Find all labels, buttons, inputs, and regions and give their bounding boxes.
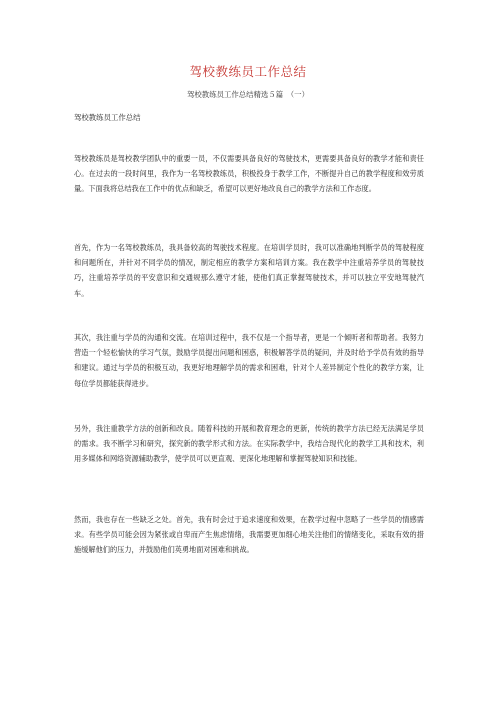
paragraph-communication: 其次，我注重与学员的沟通和交流。在培训过程中，我不仅是一个指导者，更是一个倾听者和帮助者。我努力营造一个轻松愉快的学习气氛，鼓励学员提出问题和困惑，积极解答学员的疑问，并及时给予学员有效的指导和建议。通过与学员的积极互动，我更好地理解学员的需求和困难，针对个人差异制定个性化的教学方案，让每位学员都能获得进步。 [74, 333, 424, 388]
section-heading: 驾校教练员工作总结 [74, 113, 141, 122]
document-title: 驾校教练员工作总结 [189, 64, 307, 79]
paragraph-teaching-methods: 另外，我注重教学方法的创新和改良。随着科技的开展和教育理念的更新，传统的教学方法已经无法满足学员的需求。我不断学习和研究，探究新的教学形式和方法。在实际教学中，我结合现代化的教学工具和技术，利用多媒体和网络资源辅助教学，使学员可以更直观、更深化地理解和掌握驾驶知识和技能。 [74, 424, 424, 464]
paragraph-driving-skill: 首先，作为一名驾校教练员，我具备较高的驾驶技术程度。在培训学员时，我可以准确地判断学员的驾驶程度和问题所在，并针对不同学员的情况，制定相应的教学方案和培训方案。我在教学中注重培养学员的驾驶技巧，注重培养学员的平安意识和交通规那么遵守才能，使他们真正掌握驾驶技术，并可以独立平安地驾驶汽车。 [74, 243, 424, 298]
document-subtitle: 驾校教练员工作总结精选５篇 （一） [187, 90, 309, 99]
paragraph-shortcomings: 然而，我也存在一些缺乏之处。首先，我有时会过于追求速度和效果，在教学过程中忽略了一些学员的情感需求。有些学员可能会因为紧张或自卑而产生焦虑情绪，我需要更加细心地关注他们的情绪变化，采取有效的措施缓解他们的压力，并鼓励他们英勇地面对困难和挑战。 [74, 515, 424, 555]
paragraph-intro: 驾校教练员是驾校教学团队中的重要一员，不仅需要具备良好的驾驶技术，更需要具备良好的教学才能和责任心。在过去的一段时间里，我作为一名驾校教练员，积极投身于教学工作，不断提升自己的教学程度和效劳质量。下面我将总结我在工作中的优点和缺乏，希望可以更好地改良自己的教学方法和工作态度。 [74, 154, 424, 194]
